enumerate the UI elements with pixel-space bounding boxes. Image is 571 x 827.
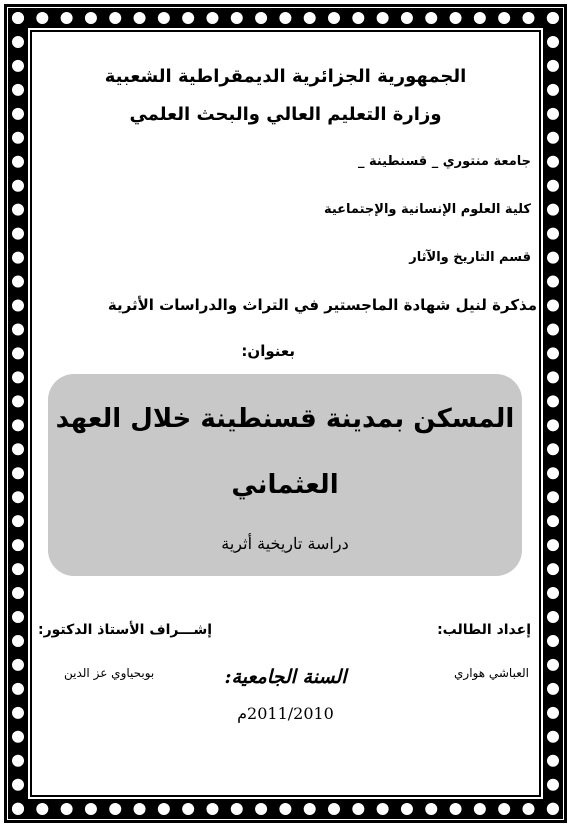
university-name: جامعة منتوري _ قسنطينة _: [357, 154, 531, 169]
student-name: العباشي هواري: [454, 666, 529, 680]
thesis-statement: مذكرة لنيل شهادة الماجستير في التراث والدراسات الأثرية: [107, 296, 537, 314]
cover-page: [34, 34, 537, 793]
titled-label: بعنوان:: [241, 342, 295, 360]
academic-year-value: 2011/2010م: [237, 704, 334, 723]
thesis-title-line1: المسكن بمدينة قسنطينة خلال العهد: [55, 404, 515, 434]
faculty-name: كلية العلوم الإنسانية والإجتماعية: [323, 202, 531, 217]
thesis-title-line2: العثماني: [231, 470, 339, 500]
academic-year-label: السنة الجامعية:: [224, 666, 347, 688]
supervisor-name: بوبحياوي عز الدين: [64, 666, 155, 680]
prepared-by-label: إعداد الطالب:: [437, 622, 531, 638]
department-name: قسم التاريخ والآثار: [409, 250, 531, 265]
supervision-label: إشـــراف الأستاذ الدكتور:: [38, 622, 213, 638]
thesis-subtitle: دراسة تاريخية أثرية: [221, 534, 349, 553]
title-box: [48, 374, 522, 576]
republic-heading: الجمهورية الجزائرية الديمقراطية الشعبية: [104, 66, 467, 87]
ministry-heading: وزارة التعليم العالي والبحث العلمي: [129, 104, 442, 125]
